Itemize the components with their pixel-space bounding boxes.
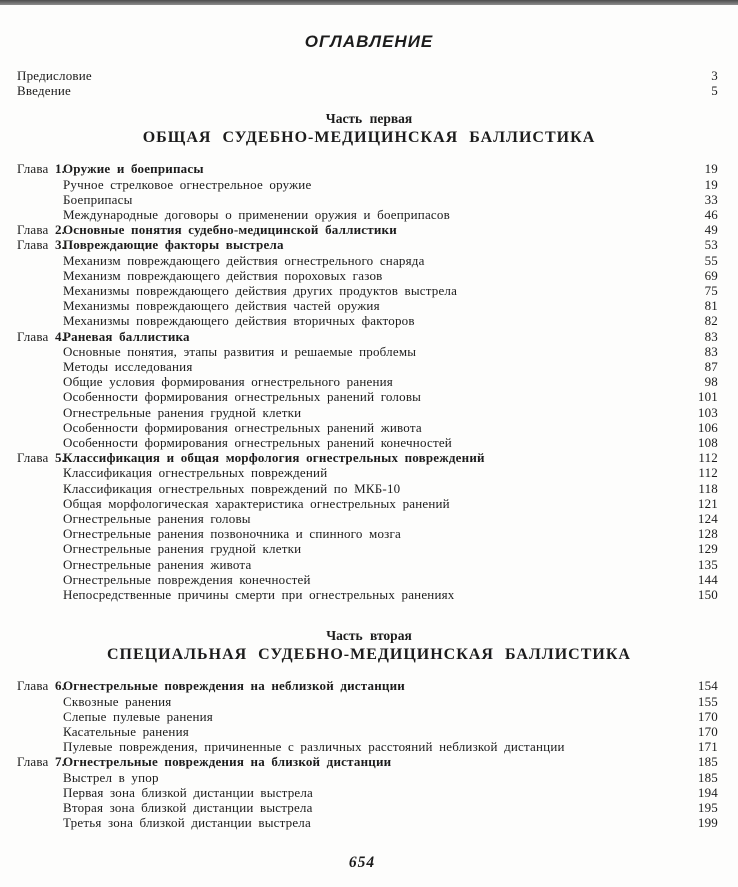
entry-page: 81: [704, 298, 718, 314]
chapter-label-word: Глава: [17, 222, 55, 238]
toc-entry: [0, 389, 738, 404]
entry-page: 46: [704, 207, 718, 223]
toc-entry: [0, 192, 738, 207]
front-matter-row: [0, 83, 738, 98]
entry-page: 33: [704, 191, 718, 207]
entry-title: Международные договоры о применении оружия и боеприпасов: [63, 207, 450, 223]
toc-entry: [0, 237, 738, 252]
entry-page: 144: [697, 571, 718, 587]
toc-entry: [0, 222, 738, 237]
entry-page: 128: [697, 526, 718, 542]
entry-left: [17, 405, 301, 420]
entry-title: Механизм повреждающего действия огнестрельного снаряда: [63, 252, 425, 268]
chapter-label: [17, 450, 66, 466]
toc-entry: [0, 420, 738, 435]
entry-title: Огнестрельные ранения живота: [63, 556, 252, 572]
entry-title: Особенности формирования огнестрельных ранений конечностей: [63, 435, 452, 451]
chapter-label-number: 7.: [54, 754, 66, 770]
chapter-label-word: Глава: [17, 328, 55, 344]
toc-entry: [0, 161, 738, 176]
front-matter-row: [0, 68, 738, 83]
entry-left: [17, 177, 311, 192]
entry-title: Общие условия формирования огнестрельного ранения: [63, 374, 393, 390]
toc-entry: [0, 709, 738, 724]
toc-entry: [0, 526, 738, 541]
entry-left: [17, 800, 313, 815]
entry-left: [17, 496, 450, 511]
toc-entry: [0, 572, 738, 587]
entry-left: [17, 678, 405, 693]
entry-left: [17, 587, 454, 602]
entry-page: 170: [697, 708, 718, 724]
entry-left: [17, 435, 452, 450]
entry-left: [17, 785, 313, 800]
part-1-title: ОБЩАЯ СУДЕБНО-МЕДИЦИНСКАЯ БАЛЛИСТИКА: [142, 129, 596, 147]
entry-left: [17, 724, 189, 739]
entry-title: Классификация огнестрельных повреждений: [63, 465, 328, 481]
chapter-label-word: Глава: [17, 678, 55, 694]
chapter-label: [17, 222, 66, 238]
toc-entry: [0, 724, 738, 739]
toc-entry: [0, 450, 738, 465]
entry-left: [17, 83, 71, 98]
toc-entry: [0, 541, 738, 556]
entry-left: [17, 481, 400, 496]
entry-title: Механизмы повреждающего действия частей оружия: [63, 298, 380, 314]
toc-entry: [0, 207, 738, 222]
entry-title: Огнестрельные ранения грудной клетки: [63, 541, 302, 557]
entry-page: 55: [704, 252, 718, 268]
entry-title: Касательные ранения: [63, 723, 189, 739]
entry-left: [17, 298, 380, 313]
entry-title: Особенности формирования огнестрельных ранений головы: [63, 389, 422, 405]
entry-page: 83: [704, 328, 718, 344]
chapter-label-word: Глава: [17, 161, 55, 177]
entry-title: Огнестрельные ранения головы: [63, 511, 251, 527]
entry-left: [17, 313, 415, 328]
entry-title: Третья зона близкой дистанции выстрела: [63, 815, 311, 831]
toc-entry: [0, 739, 738, 754]
entry-page: 83: [704, 343, 718, 359]
entry-left: [17, 526, 401, 541]
entry-page: 53: [704, 237, 718, 253]
entry-title: Особенности формирования огнестрельных ранений живота: [63, 419, 422, 435]
toc-entry: [0, 694, 738, 709]
part-2-entries: [0, 678, 738, 830]
entry-page: 82: [704, 313, 718, 329]
entry-title: Выстрел в упор: [63, 769, 159, 785]
entry-page: 75: [704, 283, 718, 299]
entry-left: [17, 344, 416, 359]
entry-left: [17, 572, 311, 587]
entry-page: 98: [704, 374, 718, 390]
entry-page: 185: [697, 754, 718, 770]
toc-entry: [0, 785, 738, 800]
entry-page: 69: [704, 267, 718, 283]
entry-left: [17, 557, 251, 572]
entry-title: Ручное стрелковое огнестрельное оружие: [63, 176, 312, 192]
entry-page: 3: [711, 68, 718, 83]
entry-title: Классификация огнестрельных повреждений по МКБ-10: [63, 480, 401, 496]
entry-left: [17, 359, 193, 374]
entry-title: Классификация и общая морфология огнестрельных повреждений: [63, 450, 485, 466]
entry-left: [17, 192, 133, 207]
entry-title: Механизм повреждающего действия пороховых газов: [63, 267, 383, 283]
chapter-label-word: Глава: [17, 450, 55, 466]
part-1-header: [0, 110, 738, 148]
entry-left: [17, 222, 397, 237]
entry-left: [17, 237, 284, 252]
entry-page: 112: [698, 465, 718, 481]
entry-title: Механизмы повреждающего действия других продуктов выстрела: [63, 283, 458, 299]
footer-page-number: 654: [348, 854, 376, 871]
entry-title: Боеприпасы: [63, 191, 133, 207]
entry-page: 108: [697, 435, 718, 451]
entry-left: [17, 283, 457, 298]
part-1-entries: [0, 161, 738, 602]
entry-left: [17, 450, 485, 465]
entry-page: 118: [698, 480, 718, 496]
chapter-label: [17, 678, 66, 694]
chapter-label-number: 1.: [54, 161, 66, 177]
entry-page: 185: [697, 769, 718, 785]
part-2-header: [0, 627, 738, 665]
toc-entry: [0, 435, 738, 450]
entry-page: 150: [697, 587, 718, 603]
entry-page: 49: [704, 222, 718, 238]
entry-left: [17, 68, 92, 83]
toc-entry: [0, 298, 738, 313]
entry-left: [17, 709, 213, 724]
entry-page: 103: [697, 404, 718, 420]
entry-left: [17, 739, 565, 754]
entry-left: [17, 815, 311, 830]
entry-page: 19: [704, 161, 718, 177]
entry-left: [17, 511, 251, 526]
entry-title: Огнестрельные ранения позвоночника и спинного мозга: [63, 526, 401, 542]
toc-entry: [0, 313, 738, 328]
toc-entry: [0, 800, 738, 815]
entry-title: Вторая зона близкой дистанции выстрела: [63, 799, 313, 815]
entry-title: Основные понятия судебно-медицинской баллистики: [63, 222, 397, 238]
part-2-label: Часть вторая: [326, 628, 412, 644]
part-2-title: СПЕЦИАЛЬНАЯ СУДЕБНО-МЕДИЦИНСКАЯ БАЛЛИСТИКА: [107, 646, 631, 664]
entry-page: 199: [697, 815, 718, 831]
toc-entry: [0, 678, 738, 693]
toc-entry: [0, 557, 738, 572]
entry-left: [17, 268, 383, 283]
chapter-label-word: Глава: [17, 237, 55, 253]
entry-title: Раневая баллистика: [63, 328, 190, 344]
entry-page: 87: [704, 359, 718, 375]
entry-title: Первая зона близкой дистанции выстрела: [63, 784, 314, 800]
entry-page: 195: [697, 799, 718, 815]
toc-entry: [0, 177, 738, 192]
entry-title: Огнестрельные ранения грудной клетки: [63, 404, 302, 420]
chapter-label: [17, 161, 66, 177]
entry-title: Пулевые повреждения, причиненные с различных расстояний неблизкой дистанции: [63, 739, 565, 755]
toc-entry: [0, 465, 738, 480]
entry-left: [17, 754, 391, 769]
toc-entry: [0, 481, 738, 496]
toc-entry: [0, 770, 738, 785]
entry-left: [17, 541, 301, 556]
toc-entry: [0, 344, 738, 359]
entry-page: 19: [704, 176, 718, 192]
chapter-label-number: 3.: [54, 237, 66, 253]
toc-entry: [0, 511, 738, 526]
chapter-label: [17, 328, 66, 344]
entry-title: Общая морфологическая характеристика огнестрельных ранений: [63, 495, 450, 511]
toc-entry: [0, 359, 738, 374]
entry-page: 129: [697, 541, 718, 557]
toc-entry: [0, 253, 738, 268]
toc-entry: [0, 405, 738, 420]
entry-title: Методы исследования: [63, 359, 193, 375]
entry-title: Повреждающие факторы выстрела: [63, 237, 284, 253]
entry-left: [17, 207, 450, 222]
front-matter-list: [0, 68, 738, 98]
entry-page: 170: [697, 723, 718, 739]
chapter-label-number: 2.: [54, 222, 66, 238]
entry-left: [17, 389, 421, 404]
entry-page: 121: [697, 495, 718, 511]
entry-page: 112: [698, 450, 718, 466]
entry-left: [17, 694, 171, 709]
entry-page: 154: [697, 678, 718, 694]
entry-left: [17, 329, 190, 344]
entry-title: Слепые пулевые ранения: [63, 708, 213, 724]
entry-title: Непосредственные причины смерти при огнестрельных ранениях: [63, 587, 455, 603]
toc-title: ОГЛАВЛЕНИЕ: [304, 32, 434, 51]
entry-left: [17, 770, 159, 785]
chapter-label-number: 6.: [54, 678, 66, 694]
page-top-scan-edge: [0, 0, 738, 5]
entry-title: Оружие и боеприпасы: [63, 161, 204, 177]
entry-left: [17, 374, 393, 389]
entry-left: [17, 161, 204, 176]
entry-title: Механизмы повреждающего действия вторичных факторов: [63, 313, 415, 329]
chapter-label-number: 4.: [54, 328, 66, 344]
toc-entry: [0, 496, 738, 511]
entry-title: Предисловие: [17, 68, 92, 83]
entry-left: [17, 465, 327, 480]
entry-page: 5: [711, 83, 718, 99]
entry-title: Огнестрельные повреждения на близкой дистанции: [63, 754, 392, 770]
entry-page: 155: [697, 693, 718, 709]
entry-left: [17, 420, 422, 435]
entry-title: Огнестрельные повреждения на неблизкой дистанции: [63, 678, 405, 694]
entry-page: 124: [697, 511, 718, 527]
entry-title: Основные понятия, этапы развития и решаемые проблемы: [63, 343, 417, 359]
toc-entry: [0, 587, 738, 602]
toc-entry: [0, 329, 738, 344]
toc-entry: [0, 815, 738, 830]
chapter-label-number: 5.: [54, 450, 66, 466]
entry-page: 194: [697, 784, 718, 800]
entry-title: Введение: [17, 83, 71, 99]
chapter-label: [17, 754, 66, 770]
entry-title: Огнестрельные повреждения конечностей: [63, 571, 311, 587]
entry-page: 171: [697, 739, 718, 755]
entry-page: 106: [697, 419, 718, 435]
entry-left: [17, 253, 425, 268]
entry-page: 135: [697, 556, 718, 572]
toc-entry: [0, 754, 738, 769]
chapter-label: [17, 237, 66, 253]
part-1-label: Часть первая: [325, 111, 413, 127]
toc-entry: [0, 268, 738, 283]
toc-entry: [0, 374, 738, 389]
entry-page: 101: [697, 389, 718, 405]
toc-entry: [0, 283, 738, 298]
entry-title: Сквозные ранения: [63, 693, 172, 709]
chapter-label-word: Глава: [17, 754, 55, 770]
